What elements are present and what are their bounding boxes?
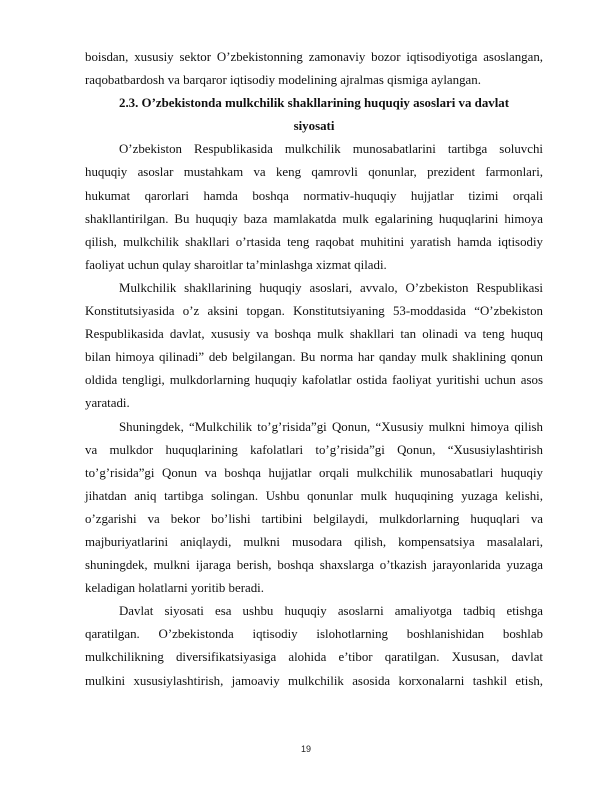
text-line: mulkchilikning diversifikatsiyasiga alohida e’tibor qaratilgan. Xususan, davlat bbox=[85, 650, 543, 665]
paragraph bbox=[85, 277, 543, 416]
text-line: qaratilgan. O’zbekistonda iqtisodiy islohotlarning boshlanishidan boshlab bbox=[85, 627, 543, 642]
text-line: o’zgarishi va bekor bo’lishi tartibini belgilaydi, mulkdorlarning huquqlari va bbox=[85, 511, 543, 526]
intro-text bbox=[85, 46, 543, 92]
section-heading bbox=[85, 92, 543, 138]
text-line: va mulkdor huquqlarining kafolatlari to’g’risida”gi Qonun, “Xususiylashtirish bbox=[85, 442, 543, 457]
heading-line: siyosati bbox=[293, 119, 335, 134]
text-line: shuningdek, mulkni ijaraga berish, boshqa shaxslarga o’tkazish jarayonlarida yuzaga bbox=[85, 558, 543, 573]
text-line: faoliyat uchun qulay sharoitlar ta’minlashga xizmat qiladi. bbox=[85, 257, 387, 272]
page-number: 19 bbox=[300, 744, 311, 754]
text-line: boisdan, xususiy sektor O’zbekistonning zamonaviy bozor iqtisodiyotiga asoslangan, bbox=[85, 50, 543, 64]
text-line: Konstitutsiyasida o’z aksini topgan. Konstitutsiyaning 53-moddasida “O’zbekiston bbox=[85, 304, 543, 319]
text-line: Mulkchilik shakllarining huquqiy asoslari, avvalo, O’zbekiston Respublikasi bbox=[119, 280, 543, 295]
text-line: oldida tengligi, mulkdorlarning huquqiy kafolatlar ostida faoliyat yuritishi uchun asos bbox=[85, 373, 543, 388]
text-line: O’zbekiston Respublikasida mulkchilik munosabatlarini tartibga soluvchi bbox=[119, 142, 543, 157]
text-line: mulkini xususiylashtirish, jamoaviy mulkchilik asosida korxonalarni tashkil etish, bbox=[85, 673, 543, 688]
text-line: to’g’risida”gi Qonun va boshqa hujjatlar orqali mulkchilik munosabatlari huquqiy bbox=[85, 465, 543, 480]
text-line: qilish, mulkchilik shakllari o’rtasida teng raqobat muhitini yaratish hamda iqtisodiy bbox=[85, 234, 543, 249]
text-line: Respublikasida davlat, xususiy va boshqa mulk shakllari tan olinadi va teng huquq bbox=[85, 327, 543, 342]
text-line: bilan himoya qilinadi” deb belgilangan. Bu norma har qanday mulk shaklining qonun bbox=[85, 350, 543, 365]
text-line: keladigan holatlarni yoritib beradi. bbox=[85, 581, 264, 596]
text-line: Shuningdek, “Mulkchilik to’g’risida”gi Qonun, “Xususiy mulkni himoya qilish bbox=[119, 419, 543, 434]
heading-line: 2.3. O’zbekistonda mulkchilik shakllarining huquqiy asoslari va davlat bbox=[119, 96, 510, 111]
paragraph bbox=[85, 138, 543, 277]
text-line: Davlat siyosati esa ushbu huquqiy asoslarni amaliyotga tadbiq etishga bbox=[119, 604, 543, 619]
text-line: jihatdan aniq tartibga solingan. Ushbu qonunlar mulk huquqining yuzaga kelishi, bbox=[85, 488, 543, 503]
text-line: hukumat qarorlari hamda boshqa normativ-huquqiy hujjatlar tizimi orqali bbox=[85, 188, 543, 203]
paragraph bbox=[85, 600, 543, 692]
document-page bbox=[85, 46, 543, 693]
text-line: yaratadi. bbox=[85, 396, 130, 411]
text-line: shakllantirilgan. Bu huquqiy baza mamlakatda mulk egalarining huquqlarini himoya bbox=[85, 211, 543, 226]
text-line: huquqiy asoslar mustahkam va keng qamrovli qonunlar, prezident farmonlari, bbox=[85, 165, 543, 180]
paragraph bbox=[85, 416, 543, 601]
text-line: majburiyatlarini aniqlaydi, mulkni musodara qilish, kompensatsiya masalalari, bbox=[85, 534, 543, 549]
text-line: raqobatbardosh va barqaror iqtisodiy modelining ajralmas qismiga aylangan. bbox=[85, 73, 481, 88]
